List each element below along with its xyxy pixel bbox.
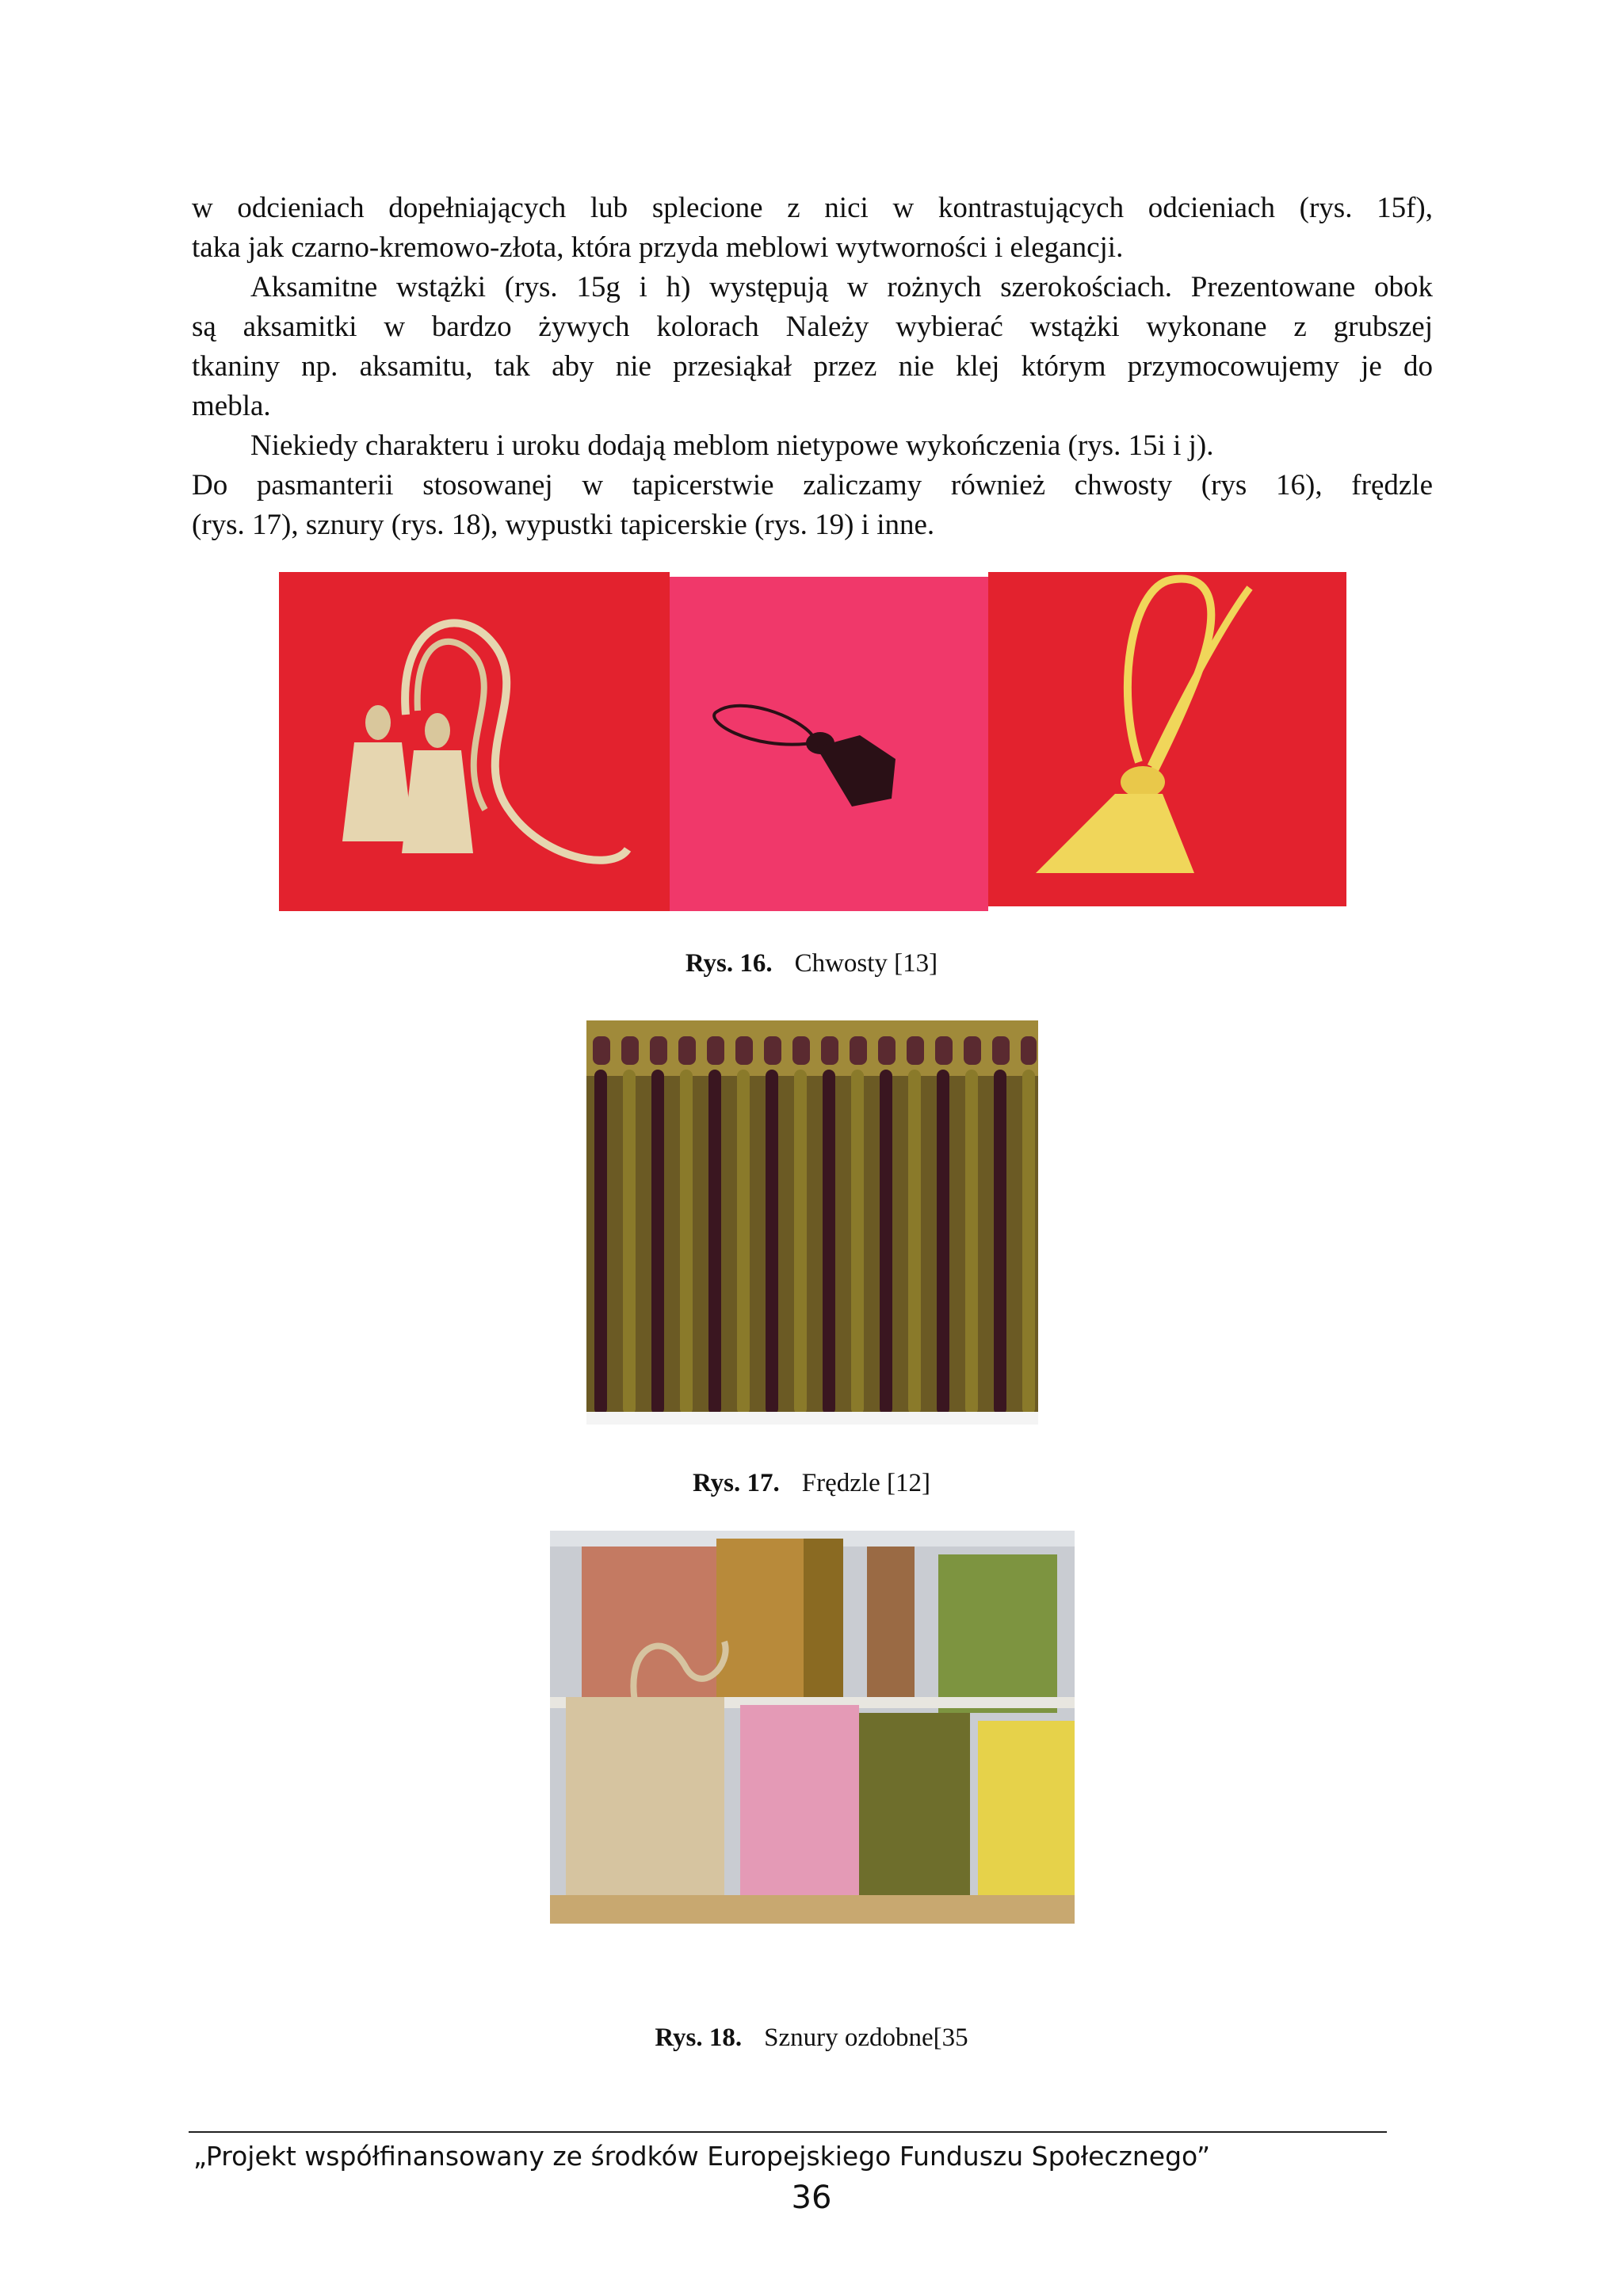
figure-label: Rys. 16. [685, 949, 773, 978]
body-text [192, 189, 1433, 545]
text-line: Aksamitne wstążki (rys. 15g i h) występują w rożnych szerokościach. Prezentowane obok [250, 271, 1433, 303]
text-line: tkaniny np. aksamitu, tak aby nie przesiąkał przez nie klej którym przymocowujemy je do [192, 350, 1433, 383]
figure-title: Frędzle [12] [801, 1469, 930, 1497]
page-number: 36 [791, 2180, 832, 2216]
footer-divider [189, 2131, 1387, 2133]
figure-label: Rys. 17. [693, 1469, 780, 1497]
fringe-photo [586, 1020, 1038, 1425]
text-line: (rys. 17), sznury (rys. 18), wypustki tapicerskie (rys. 19) i inne. [192, 509, 935, 541]
text-line: w odcieniach dopełniających lub splecione z nici w kontrastujących odcieniach (rys. 15f), [192, 192, 1433, 224]
figure-title: Chwosty [13] [794, 949, 938, 978]
figure-title: Sznury ozdobne[35 [764, 2023, 968, 2052]
tassel-photo-black [670, 577, 988, 911]
cords-photo [550, 1531, 1075, 1924]
footer-note: „Projekt współfinansowany ze środków Europejskiego Funduszu Społecznego” [193, 2141, 1211, 2172]
text-line: Do pasmanterii stosowanej w tapicerstwie zaliczamy również chwosty (rys 16), frędzle [192, 469, 1433, 502]
tassel-photo-gold [988, 572, 1346, 906]
text-line: taka jak czarno-kremowo-złota, która przyda meblowi wytworności i elegancji. [192, 231, 1124, 264]
figure-17-caption [0, 1467, 1623, 1499]
tassel-photo-cream [279, 572, 670, 911]
text-line: są aksamitki w bardzo żywych kolorach Należy wybierać wstążki wykonane z grubszej [192, 311, 1433, 343]
text-line: mebla. [192, 390, 271, 422]
figure-18-caption [0, 2022, 1623, 2054]
figure-label: Rys. 18. [655, 2023, 743, 2052]
figure-16-caption [0, 948, 1623, 979]
text-line: Niekiedy charakteru i uroku dodają meblom nietypowe wykończenia (rys. 15i i j). [250, 429, 1214, 462]
